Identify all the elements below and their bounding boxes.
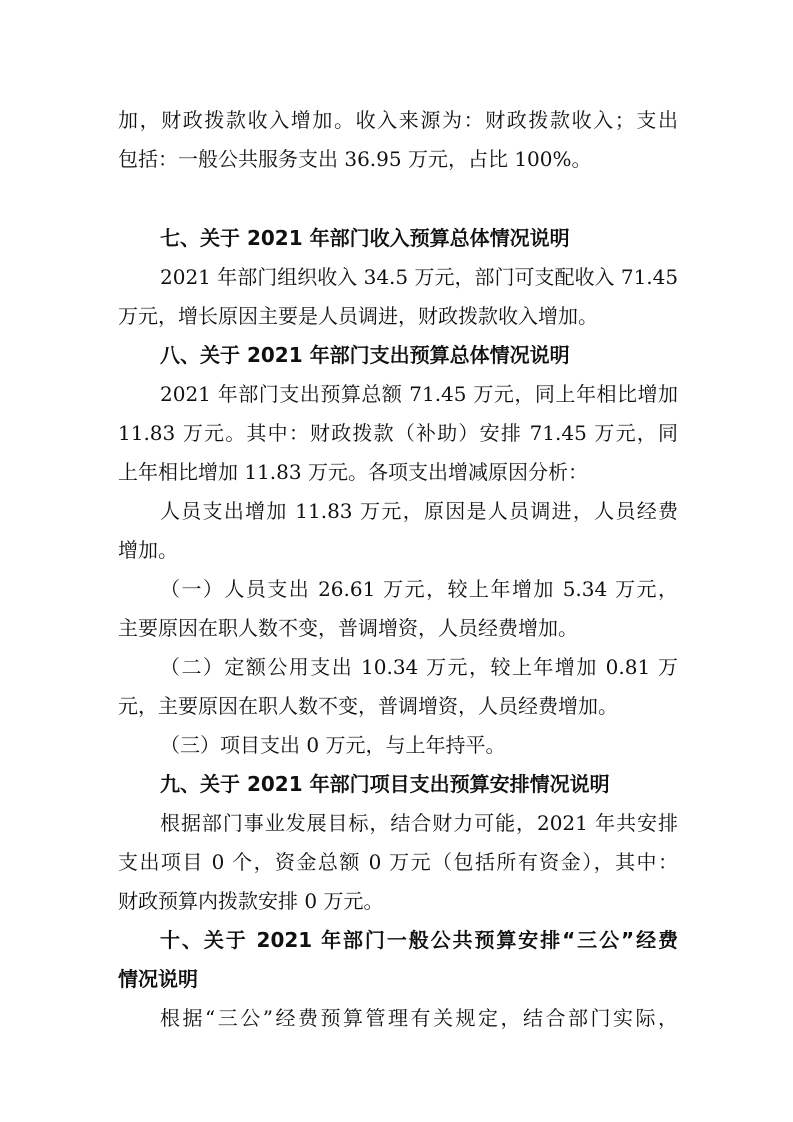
section-8-p2-line-1: 人员支出增加 11.83 万元，原因是人员调进，人员经费: [160, 499, 678, 523]
section-8-p1-line-2: 11.83 万元。其中：财政拨款（补助）安排 71.45 万元，同: [118, 421, 678, 445]
section-7-line-1: 2021 年部门组织收入 34.5 万元，部门可支配收入 71.45: [160, 265, 679, 289]
section-10-heading-line-2: 情况说明: [118, 967, 198, 991]
section-7-heading: 七、关于 2021 年部门收入预算总体情况说明: [160, 226, 570, 250]
section-9-line-3: 财政预算内拨款安排 0 万元。: [118, 889, 384, 913]
section-7-line-2: 万元，增长原因主要是人员调进，财政拨款收入增加。: [118, 304, 598, 328]
section-9-line-2: 支出项目 0 个，资金总额 0 万元（包括所有资金），其中：: [118, 850, 678, 874]
section-10-heading-line-1: 十、关于 2021 年部门一般公共预算安排“三公”经费: [160, 928, 678, 952]
section-8-p5-line-1: （三）项目支出 0 万元，与上年持平。: [160, 733, 506, 757]
section-9-heading: 九、关于 2021 年部门项目支出预算安排情况说明: [160, 772, 610, 796]
section-10-line-1: 根据“三公”经费预算管理有关规定，结合部门实际，: [160, 1006, 678, 1030]
intro-line-2: 包括：一般公共服务支出 36.95 万元，占比 100%。: [118, 147, 592, 171]
section-8-p1-line-1: 2021 年部门支出预算总额 71.45 万元，同上年相比增加: [160, 382, 678, 406]
section-8-p3-line-2: 主要原因在职人数不变，普调增资，人员经费增加。: [118, 616, 578, 640]
section-8-p1-line-3: 上年相比增加 11.83 万元。各项支出增减原因分析：: [118, 460, 588, 484]
intro-line-1: 加，财政拨款收入增加。收入来源为：财政拨款收入；支出: [118, 108, 678, 132]
section-8-p4-line-1: （二）定额公用支出 10.34 万元，较上年增加 0.81 万: [160, 655, 678, 679]
section-8-p3-line-1: （一）人员支出 26.61 万元，较上年增加 5.34 万元，: [160, 577, 678, 601]
section-8-p2-line-2: 增加。: [118, 538, 178, 562]
section-9-line-1: 根据部门事业发展目标，结合财力可能，2021 年共安排: [160, 811, 678, 835]
section-8-heading: 八、关于 2021 年部门支出预算总体情况说明: [160, 343, 570, 367]
section-8-p4-line-2: 元，主要原因在职人数不变，普调增资，人员经费增加。: [118, 694, 618, 718]
